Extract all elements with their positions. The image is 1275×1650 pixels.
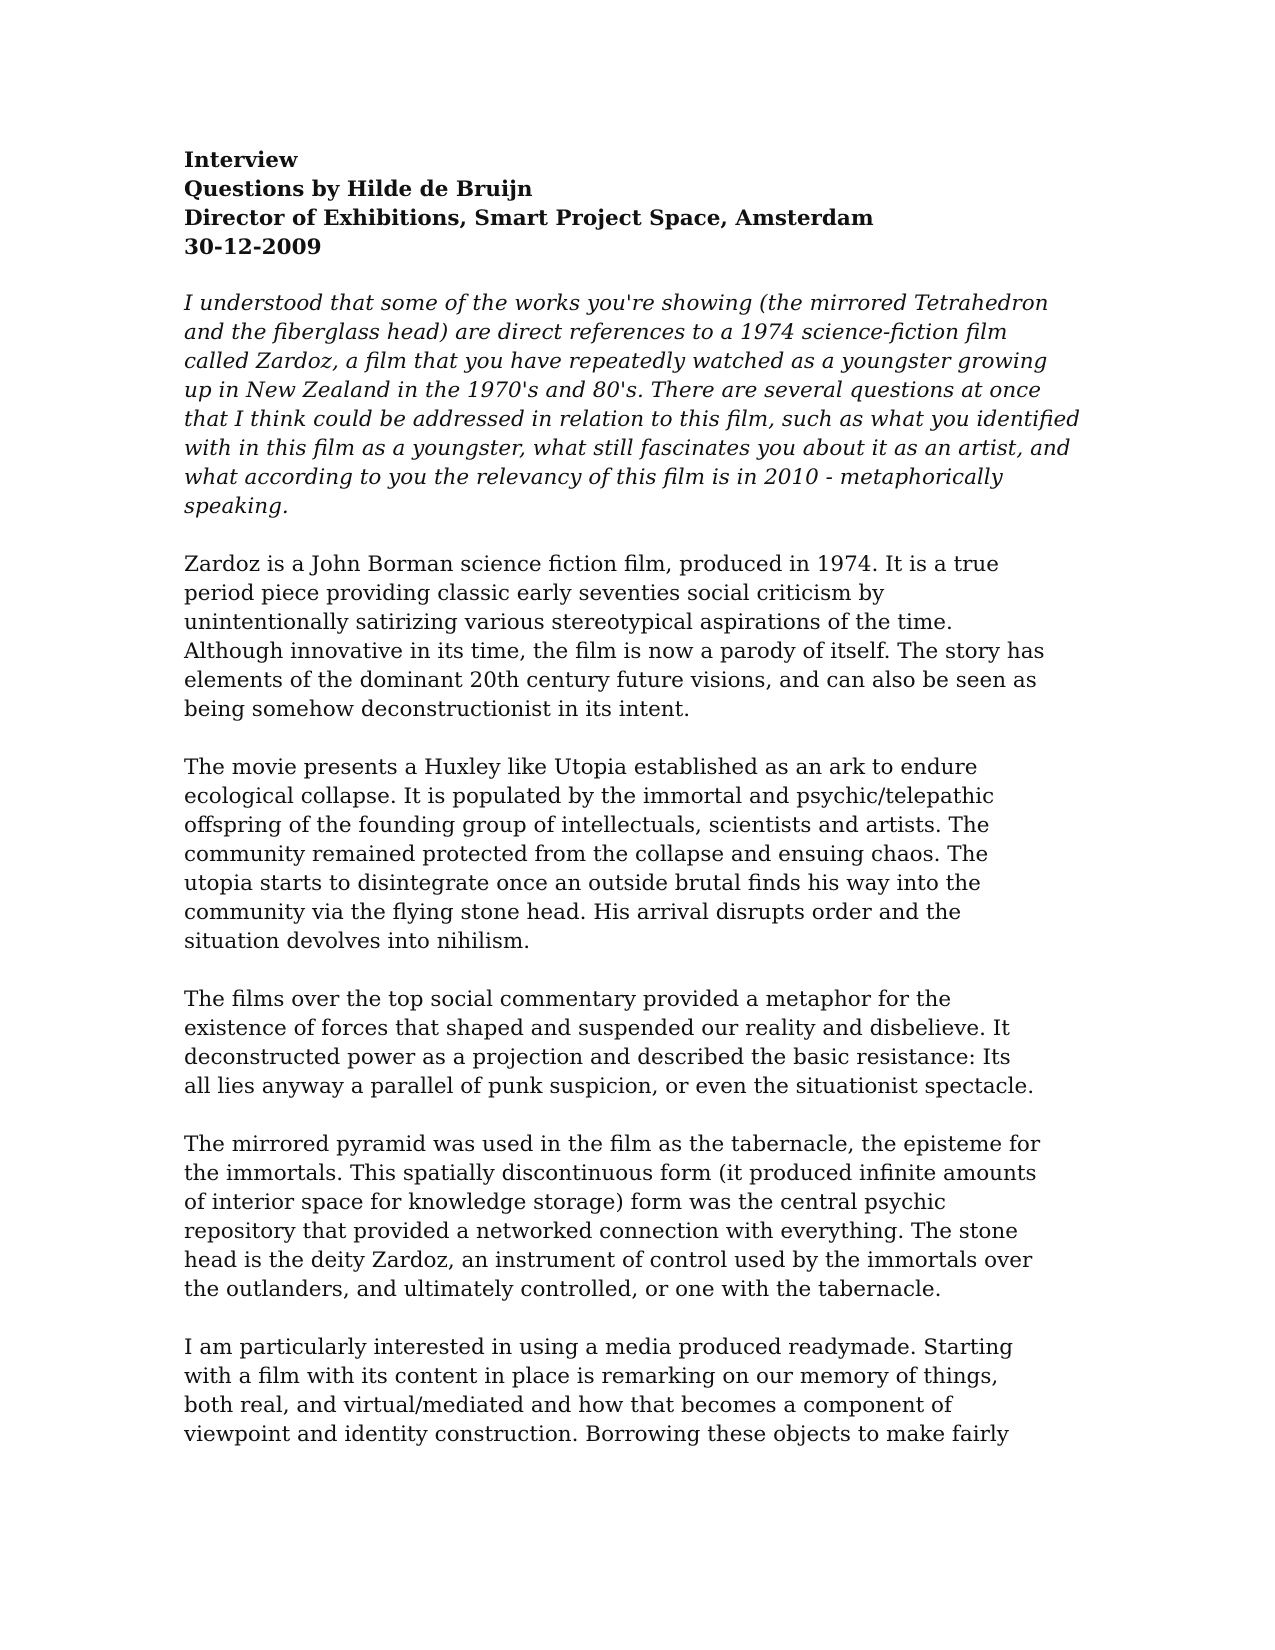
text-line: of interior space for knowledge storage) form was the central psychic bbox=[184, 1190, 946, 1215]
answer-paragraph-2 bbox=[184, 753, 1084, 956]
text-line: the outlanders, and ultimately controlled, or one with the tabernacle. bbox=[184, 1277, 942, 1302]
text-line: up in New Zealand in the 1970's and 80's. There are several questions at once bbox=[184, 378, 1041, 403]
text-line: Although innovative in its time, the film is now a parody of itself. The story has bbox=[184, 639, 1045, 664]
text-line: The mirrored pyramid was used in the film as the tabernacle, the episteme for bbox=[184, 1132, 1041, 1157]
document-page bbox=[184, 146, 1084, 1478]
text-line: I understood that some of the works you're showing (the mirrored Tetrahedron bbox=[184, 291, 1049, 316]
answer-paragraph-4 bbox=[184, 1130, 1084, 1304]
header-title: Interview bbox=[184, 148, 298, 173]
text-line: that I think could be addressed in relation to this film, such as what you identified bbox=[184, 407, 1081, 432]
text-line: utopia starts to disintegrate once an outside brutal finds his way into the bbox=[184, 871, 981, 896]
answer-paragraph-1 bbox=[184, 550, 1084, 724]
text-line: speaking. bbox=[184, 494, 289, 519]
question-paragraph bbox=[184, 289, 1084, 521]
answer-paragraph-3 bbox=[184, 985, 1084, 1101]
text-line: unintentionally satirizing various stereotypical aspirations of the time. bbox=[184, 610, 953, 635]
text-line: I am particularly interested in using a media produced readymade. Starting bbox=[184, 1335, 1013, 1360]
text-line: The movie presents a Huxley like Utopia established as an ark to endure bbox=[184, 755, 978, 780]
header-byline: Questions by Hilde de Bruijn bbox=[184, 177, 533, 202]
text-line: Zardoz is a John Borman science fiction film, produced in 1974. It is a true bbox=[184, 552, 999, 577]
text-line: head is the deity Zardoz, an instrument of control used by the immortals over bbox=[184, 1248, 1033, 1273]
text-line: both real, and virtual/mediated and how that becomes a component of bbox=[184, 1393, 952, 1418]
text-line: offspring of the founding group of intellectuals, scientists and artists. The bbox=[184, 813, 990, 838]
text-line: ecological collapse. It is populated by the immortal and psychic/telepathic bbox=[184, 784, 995, 809]
text-line: elements of the dominant 20th century future visions, and can also be seen as bbox=[184, 668, 1037, 693]
text-line: with a film with its content in place is remarking on our memory of things, bbox=[184, 1364, 999, 1389]
text-line: community via the flying stone head. His arrival disrupts order and the bbox=[184, 900, 962, 925]
text-line: and the fiberglass head) are direct references to a 1974 science-fiction film bbox=[184, 320, 1008, 345]
text-line: being somehow deconstructionist in its intent. bbox=[184, 697, 691, 722]
text-line: called Zardoz, a film that you have repeatedly watched as a youngster growing bbox=[184, 349, 1048, 374]
text-line: existence of forces that shaped and suspended our reality and disbelieve. It bbox=[184, 1016, 1010, 1041]
text-line: repository that provided a networked connection with everything. The stone bbox=[184, 1219, 1018, 1244]
text-line: what according to you the relevancy of this film is in 2010 - metaphorically bbox=[184, 465, 1003, 490]
text-line: all lies anyway a parallel of punk suspicion, or even the situationist spectacle. bbox=[184, 1074, 1035, 1099]
text-line: situation devolves into nihilism. bbox=[184, 929, 531, 954]
text-line: deconstructed power as a projection and described the basic resistance: Its bbox=[184, 1045, 1011, 1070]
header-role: Director of Exhibitions, Smart Project Space, Amsterdam bbox=[184, 206, 874, 231]
text-line: period piece providing classic early seventies social criticism by bbox=[184, 581, 885, 606]
text-line: with in this film as a youngster, what still fascinates you about it as an artist, and bbox=[184, 436, 1071, 461]
text-line: viewpoint and identity construction. Borrowing these objects to make fairly bbox=[184, 1422, 1009, 1447]
header-date: 30-12-2009 bbox=[184, 235, 322, 260]
text-line: the immortals. This spatially discontinuous form (it produced infinite amounts bbox=[184, 1161, 1037, 1186]
text-line: community remained protected from the collapse and ensuing chaos. The bbox=[184, 842, 989, 867]
answer-paragraph-5 bbox=[184, 1333, 1084, 1449]
text-line: The films over the top social commentary provided a metaphor for the bbox=[184, 987, 952, 1012]
interview-header bbox=[184, 146, 1084, 262]
